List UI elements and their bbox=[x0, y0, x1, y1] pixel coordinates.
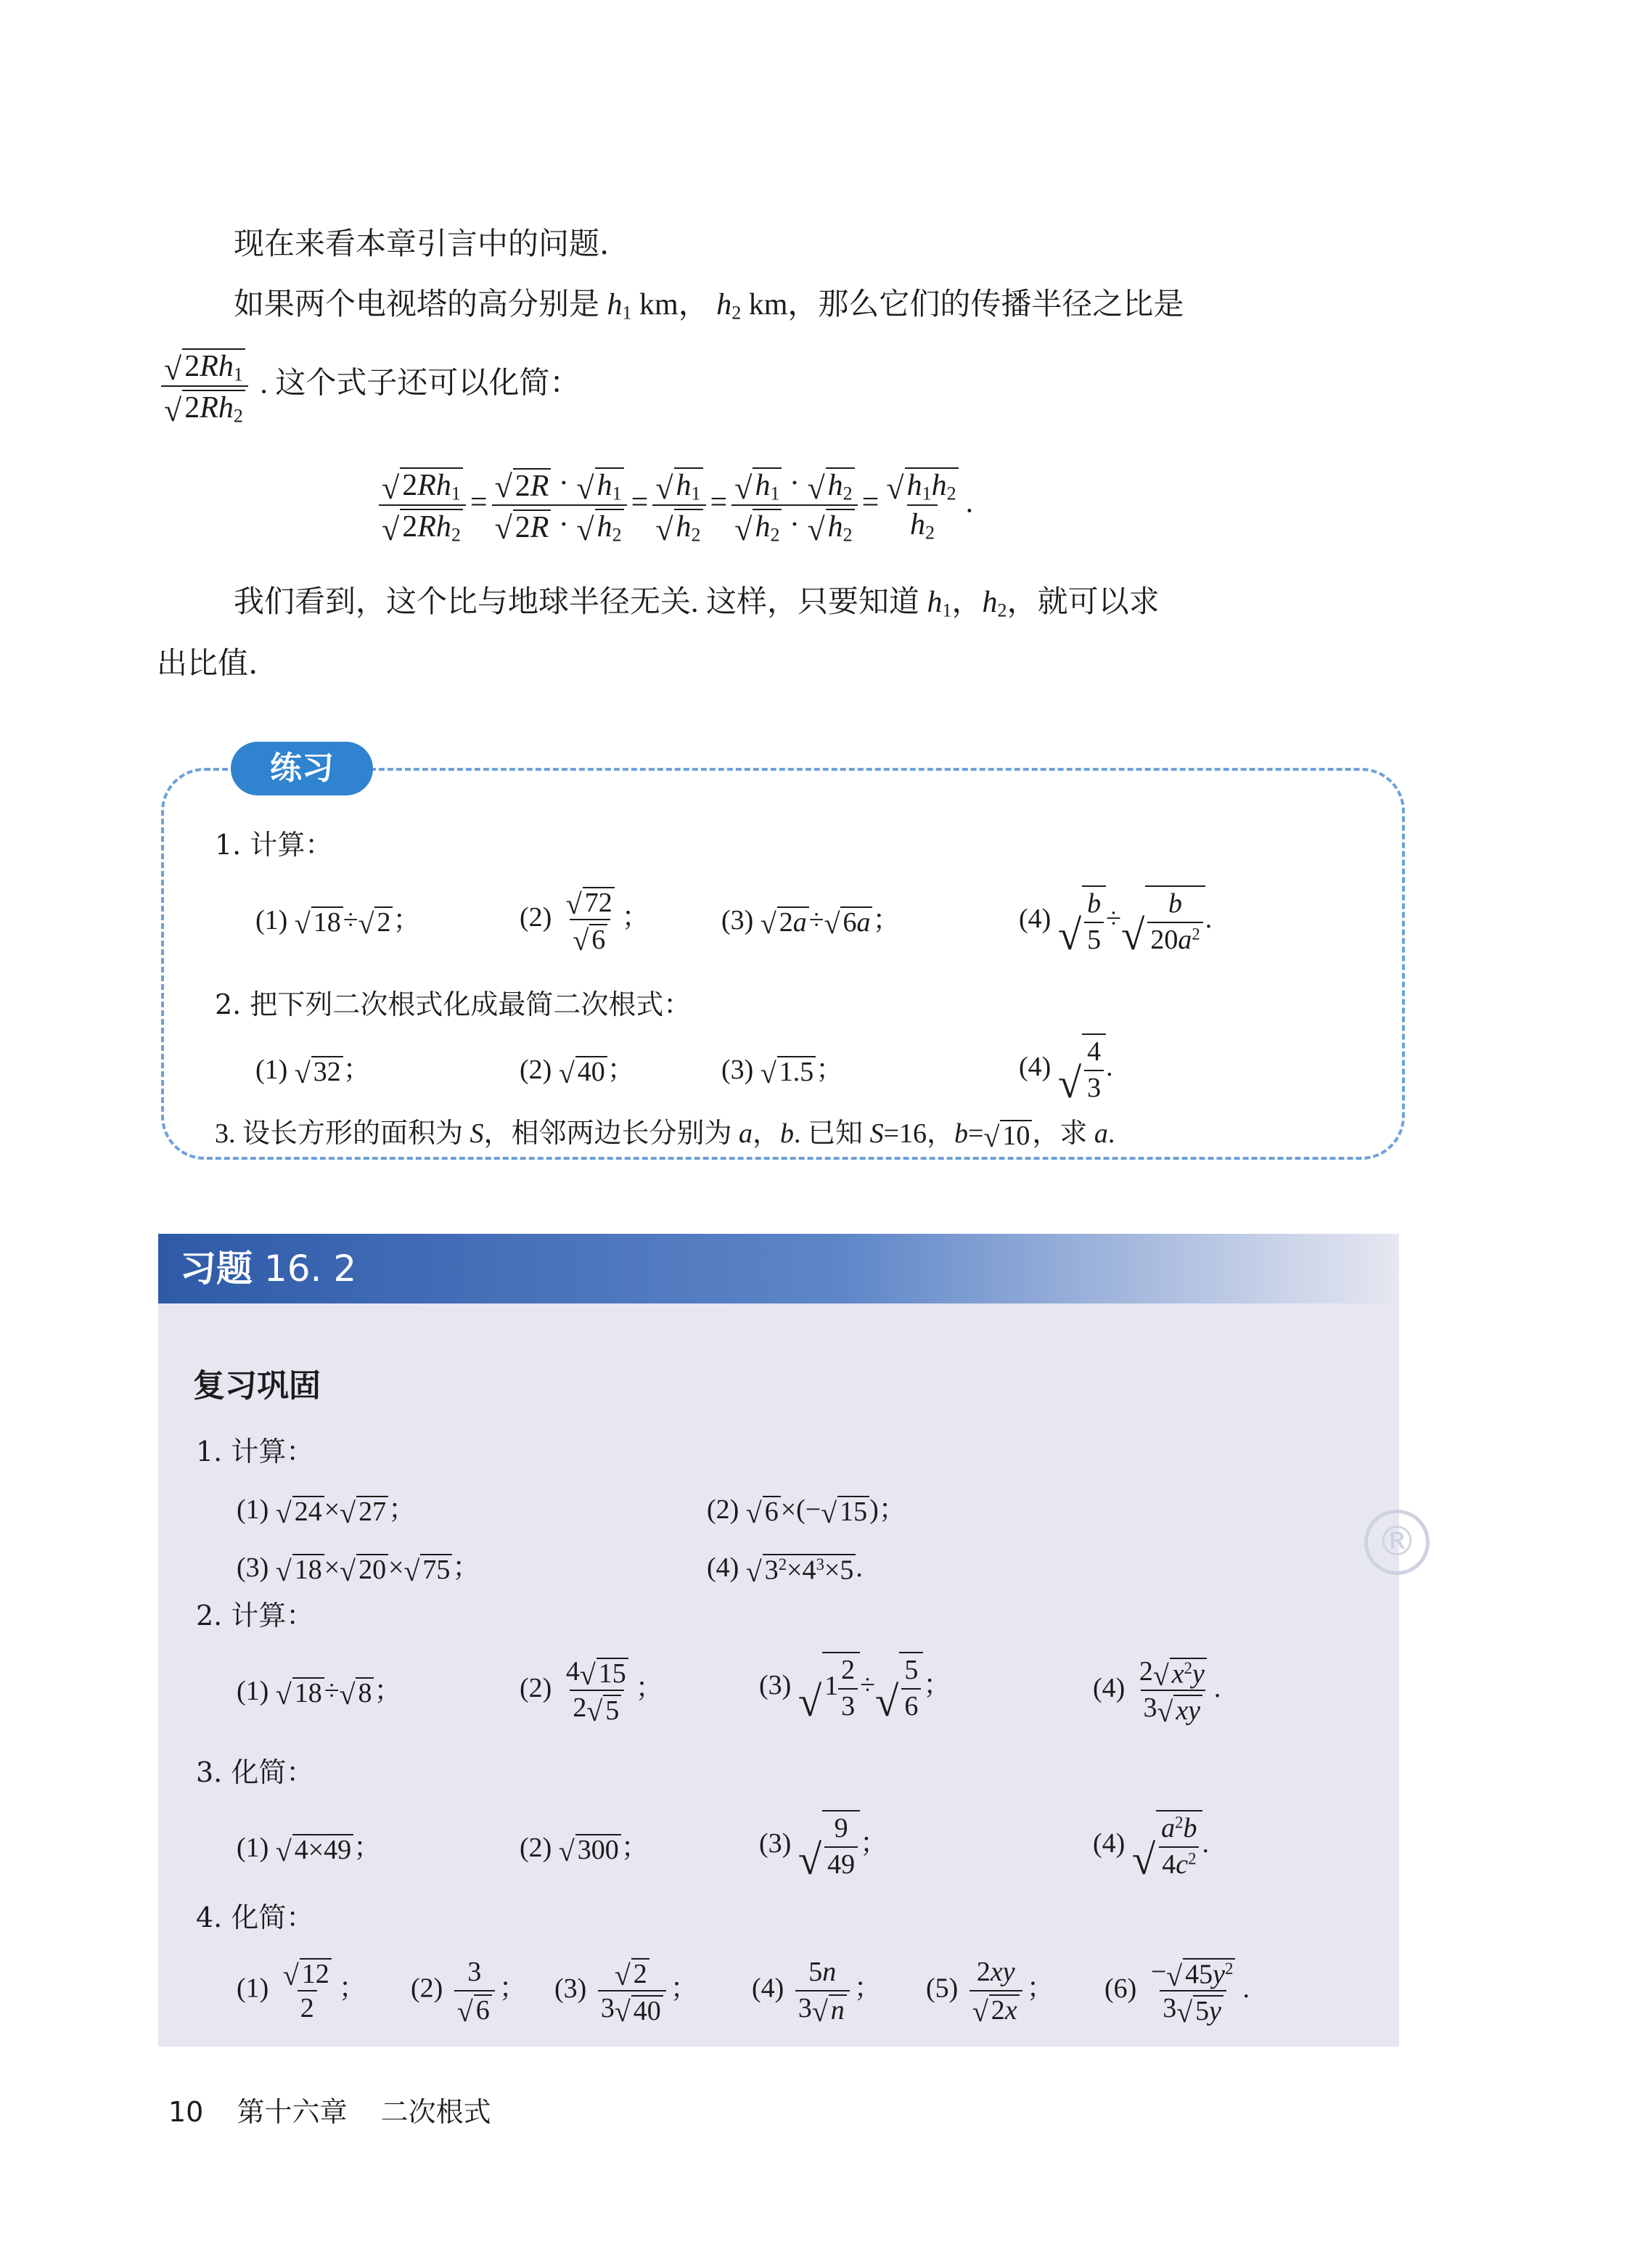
homework-q4-part1: (1) √ 12 2 ； bbox=[237, 1955, 366, 2026]
exercise-q1-part2: (2) √ 72 √ 6 ； bbox=[520, 888, 649, 957]
homework-panel bbox=[158, 1234, 1399, 2047]
exercise-q2-part3: (3) √ 1.5 ； bbox=[721, 1055, 844, 1090]
homework-q2-part3: (3) √ 1 $\frac{2}{3}$ ÷ √ $\frac{5}{6}$ ； bbox=[759, 1652, 951, 1724]
page-footer bbox=[168, 2090, 491, 2134]
homework-q2-part1: (1) √ 18 ÷ √ 8 ； bbox=[237, 1676, 402, 1711]
intro-text: ，就可以求 bbox=[1006, 586, 1160, 619]
homework-q1-part4: (4) √ $3^2\times 4^3\times 5$ . bbox=[707, 1552, 863, 1588]
exercise-q1-part3: (3) √ 2a ÷ √ 6a ； bbox=[721, 905, 901, 941]
exercise-q3: 3. 设长方形的面积为 S，相邻两边长分别为 a，b. 已知 S=16，b= √ 10 ，求 a. bbox=[215, 1118, 1115, 1154]
homework-section-title: 复习巩固 bbox=[193, 1367, 321, 1404]
homework-q3-part2: (2) √ 300 ； bbox=[520, 1833, 649, 1868]
homework-q4-label: 4. 化简： bbox=[196, 1901, 314, 1933]
homework-title: 习题 16. 2 bbox=[180, 1248, 357, 1290]
homework-q4-part4: (4) 5n 3 √ n ； bbox=[752, 1957, 882, 2028]
registered-watermark: ® bbox=[1364, 1510, 1430, 1575]
intro-text: . 这个式子还可以化简： bbox=[260, 367, 581, 401]
intro-line-4: 我们看到，这个比与地球半径无关. 这样，只要知道 $h_1$，$h_2$，就可以求 bbox=[234, 586, 1160, 621]
homework-q1-part3: (3) √ 18 × √ 20 × √ 75 ； bbox=[237, 1552, 480, 1588]
exercise-q2-part1: (1) √ 32 ； bbox=[255, 1055, 371, 1090]
homework-q2-label: 2. 计算： bbox=[196, 1600, 314, 1632]
intro-text: 如果两个电视塔的高分别是 bbox=[234, 288, 600, 322]
exercise-q2-part4: (4) √ $\frac{4}{3}$ . bbox=[1019, 1033, 1113, 1105]
intro-line-5: 出比值. bbox=[157, 645, 258, 681]
homework-q2-part2: (2) 4 √ 15 2 √ 5 ； bbox=[520, 1656, 663, 1728]
exercise-badge: 练习 bbox=[231, 742, 373, 795]
exercise-q2-label: 2. 把下列二次根式化成最简二次根式： bbox=[215, 988, 692, 1020]
homework-q1-label: 1. 计算： bbox=[196, 1436, 314, 1467]
homework-q4-part2: (2) 3 √ 6 ； bbox=[411, 1957, 527, 2028]
intro-line-3 bbox=[157, 345, 580, 427]
homework-q4-part3: (3) √ 2 3 √ 40 ； bbox=[554, 1959, 698, 2028]
exercise-q2-part2: (2) √ 40 ； bbox=[520, 1055, 635, 1090]
chapter-topic: 二次根式 bbox=[380, 2096, 491, 2128]
homework-q1-part2: (2) √ 6 ×(− √ 15 )； bbox=[707, 1494, 906, 1530]
intro-line-1: 现在来看本章引言中的问题. bbox=[234, 226, 610, 261]
homework-q3-part1: (1) √ 4×49 ； bbox=[237, 1833, 382, 1868]
exercise-box bbox=[161, 768, 1405, 1160]
exercise-q1-label: 1. 计算： bbox=[215, 829, 333, 861]
homework-q3-part4: (4) √ $\frac{a^2b}{4c^2}$ . bbox=[1093, 1810, 1209, 1882]
intro-line-2: 如果两个电视塔的高分别是 $h_1$ km， $h_2$ km，那么它们的传播半径之比是 bbox=[234, 288, 1184, 324]
chapter-label: 第十六章 bbox=[237, 2096, 348, 2128]
intro-text: km，那么它们的传播半径之比是 bbox=[748, 288, 1184, 322]
intro-text: km， bbox=[639, 288, 709, 322]
intro-text: 我们看到，这个比与地球半径无关. 这样，只要知道 bbox=[234, 586, 920, 619]
homework-q2-part4: (4) 2 √ $x^2y$ 3 √ xy . bbox=[1093, 1656, 1221, 1728]
homework-q1-part1: (1) √ 24 × √ 27 ； bbox=[237, 1494, 417, 1530]
simplification-equation: √ $2Rh_1$ √ $2Rh_2$ = √ 2R · √ $h_1$ √ 2R · √ $h_2$ = √ $h_1$ √ $h_2$ = √ $h_1$ · √ $h_2$ √ $h_2$ · √ $h_2$ = √ $h_1h_2$ $h_2$ . bbox=[374, 464, 973, 546]
exercise-q1-part4: (4) √ $\frac{b}{5}$ ÷ √ $\frac{b}{20a^2}$ . bbox=[1019, 885, 1212, 957]
ratio-fraction: √ $2Rh_1$ √ $2Rh_2$ bbox=[161, 345, 248, 427]
homework-q3-part3: (3) √ $\frac{9}{49}$ ； bbox=[759, 1810, 887, 1882]
exercise-q1-part1: (1) √ 18 ÷ √ 2 ； bbox=[255, 905, 421, 941]
homework-q4-part5: (5) 2xy √ 2x ； bbox=[926, 1957, 1054, 2028]
page-number: 10 bbox=[168, 2096, 204, 2128]
homework-q3-label: 3. 化简： bbox=[196, 1756, 314, 1788]
homework-q4-part6: (6) − √ $45y^2$ 3 √ 5y . bbox=[1104, 1957, 1250, 2028]
